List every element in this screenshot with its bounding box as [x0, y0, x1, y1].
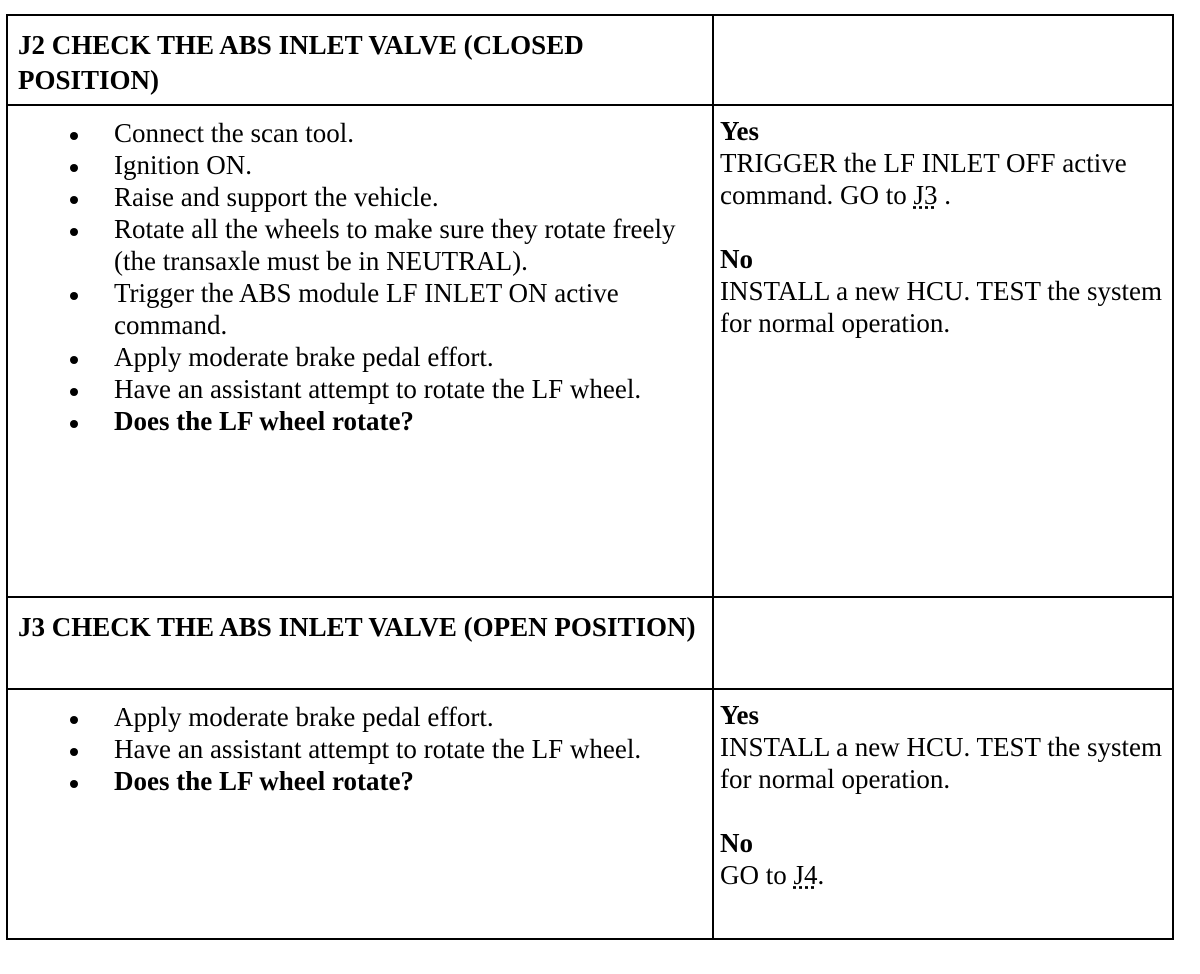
bullet-icon — [70, 164, 78, 172]
instruction-text: Apply moderate brake pedal effort. — [114, 702, 494, 732]
list-item — [8, 149, 712, 181]
list-item-question — [8, 405, 712, 437]
no-suffix: . — [817, 860, 825, 890]
yes-answer — [720, 115, 1166, 211]
step-j3-header-row — [8, 598, 1172, 690]
list-item — [8, 213, 712, 277]
goto-j3-link[interactable]: J3 — [913, 180, 938, 210]
yes-answer — [720, 699, 1166, 795]
no-text — [720, 859, 1166, 891]
bullet-icon — [70, 292, 78, 300]
yes-action-text: TRIGGER the LF INLET OFF active command. GO to — [720, 148, 1127, 210]
instruction-text: Have an assistant attempt to rotate the LF wheel. — [114, 374, 642, 404]
step-j3-instructions-cell — [8, 690, 714, 938]
step-j3-title: J3 CHECK THE ABS INLET VALVE (OPEN POSITION) — [8, 598, 714, 688]
instruction-text: Rotate all the wheels to make sure they rotate freely (the transaxle must be in NEUTRAL). — [114, 214, 676, 276]
bullet-icon — [70, 196, 78, 204]
list-item — [8, 701, 712, 733]
list-item — [8, 341, 712, 373]
bullet-icon — [70, 228, 78, 236]
step-j2-instruction-list — [8, 106, 712, 437]
goto-j4-link[interactable]: J4 — [793, 860, 818, 890]
yes-text — [720, 147, 1166, 211]
step-j2-header-row — [8, 16, 1172, 106]
bullet-icon — [70, 356, 78, 364]
no-label: No — [720, 244, 753, 274]
list-item — [8, 373, 712, 405]
list-item — [8, 117, 712, 149]
bullet-icon — [70, 132, 78, 140]
bullet-icon — [70, 748, 78, 756]
step-j3-answers-cell — [714, 690, 1172, 938]
step-j2-title: J2 CHECK THE ABS INLET VALVE (CLOSED POSITION) — [8, 16, 714, 104]
diagnostic-table — [6, 14, 1174, 940]
yes-suffix: . — [937, 180, 951, 210]
instruction-text: Trigger the ABS module LF INLET ON active command. — [114, 278, 619, 340]
no-text: INSTALL a new HCU. TEST the system for normal operation. — [720, 276, 1163, 338]
bullet-icon — [70, 420, 78, 428]
instruction-text: Apply moderate brake pedal effort. — [114, 342, 494, 372]
yes-text: INSTALL a new HCU. TEST the system for normal operation. — [720, 732, 1163, 794]
list-item — [8, 277, 712, 341]
yes-label: Yes — [720, 700, 759, 730]
step-j3-body-row — [8, 690, 1172, 938]
list-item — [8, 181, 712, 213]
step-j3-instruction-list — [8, 690, 712, 797]
no-action-text: GO to — [720, 860, 787, 890]
no-answer — [720, 243, 1166, 339]
list-item-question — [8, 765, 712, 797]
step-j2-body-row — [8, 106, 1172, 598]
step-j2-instructions-cell — [8, 106, 714, 596]
question-text: Does the LF wheel rotate? — [114, 766, 414, 796]
bullet-icon — [70, 780, 78, 788]
instruction-text: Connect the scan tool. — [114, 118, 354, 148]
step-j2-answers-cell — [714, 106, 1172, 596]
instruction-text: Ignition ON. — [114, 150, 252, 180]
list-item — [8, 733, 712, 765]
no-answer — [720, 827, 1166, 891]
bullet-icon — [70, 388, 78, 396]
bullet-icon — [70, 716, 78, 724]
instruction-text: Raise and support the vehicle. — [114, 182, 439, 212]
question-text: Does the LF wheel rotate? — [114, 406, 414, 436]
instruction-text: Have an assistant attempt to rotate the LF wheel. — [114, 734, 642, 764]
yes-label: Yes — [720, 116, 759, 146]
step-j2-header-empty-cell — [714, 16, 1172, 104]
step-j3-header-empty-cell — [714, 598, 1172, 688]
no-label: No — [720, 828, 753, 858]
